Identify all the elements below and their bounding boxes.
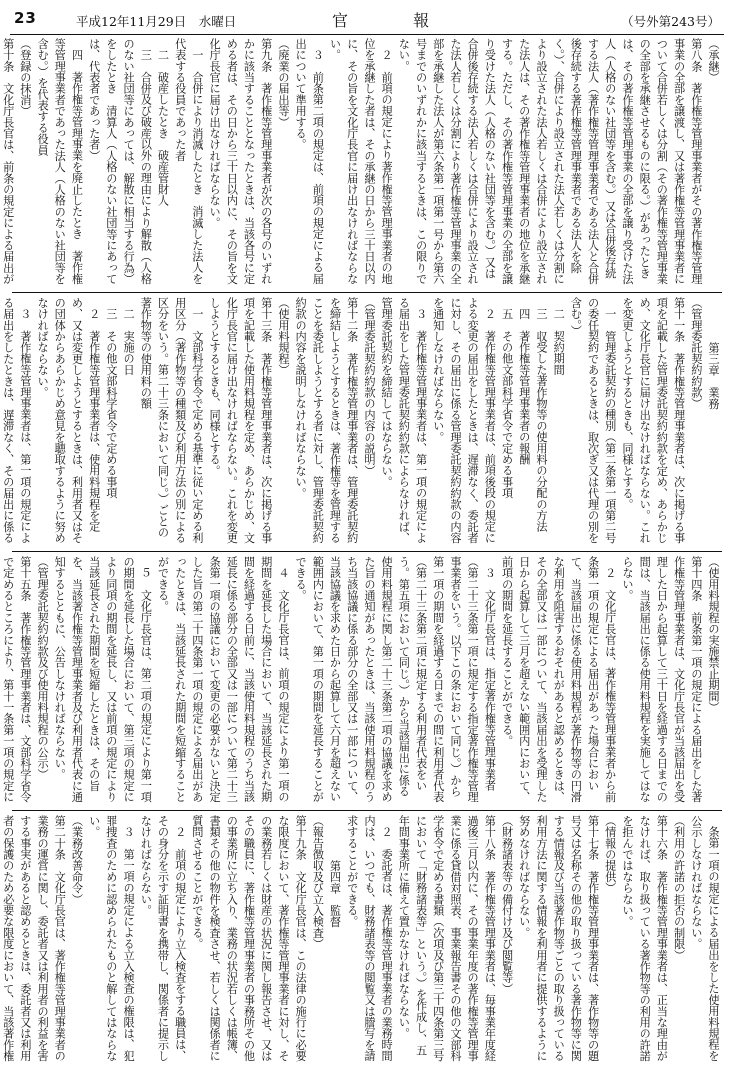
article-paragraph: 第十四条 前条第一項の規定による届出をした著作権等管理事業者は、文化庁長官が当該届出を受理した日から起算して三十日を経過する日までの間は、当該届出に係る使用料規程を実施してはならない。 [620, 556, 703, 803]
tier-2-text [1, 297, 722, 547]
list-item: 五 その他文部科学省令で定める事項 [500, 308, 514, 499]
article-caption: （廃業の届出等） [276, 38, 290, 128]
article-paragraph: 第十三条 著作権等管理事業者は、次に掲げる事項を記載した使用料規程を定め、あらかじめ、文化庁長官に届け出なければならない。これを変更しようとするときも、同様とする。 [208, 297, 273, 544]
article-caption: （財務諸表等の備付け及び閲覧等） [500, 815, 514, 995]
list-item: 一 管理委託契約の種別（第二条第一項第二号の委任契約であるときは、取次ぎ又は代理の別を含む。） [569, 297, 617, 544]
sub-paragraph: ２ 著作権等管理事業者は、前項後段の規定による変更の届出をしたときは、遅滞なく、委託者に対し、その届出に係る管理委託契約約款の内容を通知しなければならない。 [431, 297, 497, 544]
tier-divider [12, 810, 722, 811]
article-caption: （業務改善命令） [70, 815, 84, 905]
tier-divider [12, 292, 722, 293]
sub-paragraph: ４ 文化庁長官は、前項の規定により第一項の期間を延長した場合において、当該延長された期間を経過する日前に、当該使用料規程のうち当該延長に係る部分の全部又は一部について第二十三条第一項の協議において変更の必要がないと決定した旨の第二十四条第一項の規定による届出があったときは、当該延長された期間を短縮することができる。 [156, 556, 290, 803]
article-caption: （承継） [707, 38, 720, 83]
sub-paragraph: ２ 著作権等管理事業者は、使用料規程を定め、又は変更しようとするときは、利用者又はその団体からあらかじめ意見を聴取するように努めなければならない。 [36, 297, 101, 544]
article-paragraph: 第二十条 文化庁長官は、著作権等管理事業者の業務の運営に関し、委託者又は利用者の利益を害する事実があると認めるときは、委託者又は利用者の保護のため必要な限度において、当該著作権 [1, 815, 67, 1062]
page-header [14, 0, 720, 36]
sub-paragraph: ２ 前項の規定により著作権等管理事業者の地位を承継した者は、その承継の日から三十日以内に、その旨を文化庁長官に届け出なければならない。 [328, 38, 394, 285]
sub-paragraph: ５ 文化庁長官は、第二項の規定により第一項の期間を延長した場合において、第三項の規定により同項の期間を延長し、又は前項の規定により当該延長された期間を短縮したときは、その旨を、当該著作権等管理事業者及び利用者代表に通知するとともに、公告しなければならない。 [53, 556, 153, 803]
publication-date: 平成12年11月29日 水曜日 [76, 14, 237, 29]
article-caption: （利用の許諾の拒否の制限） [672, 815, 686, 961]
chapter-heading: 第四章 監督 [328, 859, 342, 927]
article-caption: （情報の提供） [603, 815, 617, 894]
article-paragraph: 第九条 著作権等管理事業者が次の各号のいずれかに該当することとなったときは、当該各号に定める者は、その日から三十日以内に、その旨を文化庁長官に届け出なければならない。 [208, 38, 273, 285]
issue-number: （号外第243号） [621, 14, 720, 29]
header-divider [10, 34, 724, 35]
article-paragraph: 第十八条 著作権等管理事業者は、毎事業年度経過後三月以内に、その事業年度の著作権等管理事業に係る貸借対照表、事業報告書その他の文部科学省令で定める書類（次項及び第三十四条第三号において「財務諸表等」という。）を作成し、五年間事業所に備えて置かなければならない。 [397, 815, 497, 1062]
article-caption: （登録の抹消） [18, 38, 32, 117]
text-tier-3 [1, 556, 722, 808]
sub-paragraph: ３ 前条第二項の規定は、前項の規定による届出について準用する。 [294, 38, 325, 285]
list-item: 一 文部科学省令で定める基準に従い定める利用区分（著作物等の種類及び利用方法の別による区分をいう。第二十三条において同じ。）ごとの著作物等の使用料の額 [139, 297, 204, 544]
sub-paragraph: ３ 著作権等管理事業者は、第一項の規定による届出をしたときは、遅滞なく、その届出に係る [1, 297, 32, 544]
sub-paragraph: ３ 第一項の規定による立入検査の権限は、犯罪捜査のために認められたものと解してはならない。 [87, 815, 136, 1062]
tier-1-text [1, 38, 722, 288]
article-caption: （管理委託契約約款） [689, 297, 703, 409]
article-paragraph: 第十五条 著作権等管理事業者は、文部科学省令で定めるところにより、第十一条第一項の規定に [1, 556, 32, 803]
sub-paragraph: ２ 文化庁長官は、著作権等管理事業者から前条第一項の規定による届出があった場合において、当該届出に係る使用料規程が著作物等の円滑な利用を阻害するおそれがあると認めるときは、その全部又は一部について、当該届出を受理した日から起算して三月を超えない範囲内において、前項の期間を延長することができる。 [500, 556, 617, 803]
sub-paragraph: ２ 前項の規定により立入検査をする職員は、その身分を示す証明書を携帯し、関係者に提示しなければならない。 [139, 815, 187, 1062]
list-item: 二 実施の日 [122, 308, 136, 376]
sub-paragraph: ３ 文化庁長官は、指定著作権等管理事業者（第二十三条第一項に規定する指定著作権等管理事業者をいう。以下この条において同じ。）から第一項の期間を経過する日までの間に利用者代表（第二十三条第二項に規定する利用者代表をいう。第五項において同じ。）から当該届出に係る使用料規程に関し第二十三条第二項の協議を求めた旨の通知があったときは、当該使用料規程のうち当該協議に係る部分の全部又は一部について、当該協議を求めた日から起算して六月を超えない範囲内において、第一項の期間を延長することができる。 [294, 556, 497, 803]
sub-paragraph: ２ 委託者は、著作権等管理事業者の業務時間内は、いつでも、財務諸表等の閲覧又は謄写を請求することができる。 [345, 815, 394, 1062]
list-item: 四 著作権等管理事業者の報酬 [517, 308, 531, 465]
article-caption: （報告徴収及び立入検査） [311, 815, 325, 950]
chapter-heading: 第三章 業務 [707, 341, 720, 409]
article-paragraph: 第十六条 著作権等管理事業者は、正当な理由がなければ、取り扱っている著作物等の利用の許諾を拒んではならない。 [620, 815, 669, 1062]
page-number: 23 [14, 9, 37, 27]
article-caption: （使用料規程の実施禁止期間） [707, 556, 720, 713]
article-paragraph: 第十二条 著作権等管理事業者は、管理委託契約を締結しようとするときは、著作権等を管理することを委託しようとする者に対し、管理委託契約約款の内容を説明しなければならない。 [294, 297, 359, 544]
paragraph: 条第一項の規定による届出をした使用料規程を公示しなければならない。 [689, 815, 720, 1062]
list-item: 一 合併により消滅したとき 消滅した法人を代表する役員であった者 [173, 38, 204, 285]
list-item: 二 破産したとき 破産管財人 [156, 49, 170, 206]
article-paragraph: 第十条 文化庁長官は、前条の規定による届出が [1, 38, 15, 285]
list-item: 三 その他文部科学省令で定める事項 [104, 308, 118, 499]
list-item: 三 収受した著作物等の使用料の分配の方法 [534, 308, 548, 533]
article-paragraph: 第八条 著作権等管理事業者がその著作権等管理事業の全部を譲渡し、又は著作権等管理事業者について合併若しくは分割（その著作権等管理事業の全部を承継させるものに限る。）があったときは、その著作権等管理事業の全部を譲り受けた法人（人格のない社団等を含む。）又は合併後存続する法人（著作権等管理事業者である法人と合併後存続する著作権等管理事業者である法人を除く。）、合併により設立された法人若しくは分割により設立された法人若しくは合併により設立された法人は、その著作権等管理事業者の地位を承継する。ただし、その著作権等管理事業の全部を譲り受けた法人（人格のない社団等を含む。）又は合併後存続する法人若しくは合併により設立された法人若しくは分割により著作権等管理事業の全部を承継した法人が第六条第一項第一号から第六号までのいずれかに該当するときは、この限りでない。 [397, 38, 703, 285]
article-paragraph: 第十七条 著作権等管理事業者は、著作物等の題号又は名称その他の取り扱っている著作物等に関する情報及び当該著作物等ごとの取り扱っている利用方法に関する情報を利用者に提供するように努めなければならない。 [517, 815, 600, 1062]
article-caption: （使用料規程） [276, 297, 290, 376]
tier-3-text [1, 556, 722, 806]
sub-paragraph: ３ 著作権等管理事業者は、第一項の規定による届出をした管理委託契約約款によらなければ、管理委託契約を締結してはならない。 [380, 297, 428, 544]
gazette-title: 官 報 [332, 11, 460, 30]
tier-4-text [1, 815, 722, 1065]
text-tier-2 [1, 297, 722, 549]
list-item: 三 合併及び破産以外の理由により解散（人格のない社団等にあっては、解散に相当する行為）をしたとき 清算人（人格のない社団等にあっては、代表者であった者） [87, 38, 153, 285]
article-caption: （管理委託契約約款及び使用料規程の公示） [36, 556, 50, 780]
list-item: 四 著作権等管理事業を廃止したとき 著作権等管理事業者であった法人（人格のない社団等を含む。）を代表する役員 [36, 38, 84, 285]
article-paragraph: 第十一条 著作権等管理事業者は、次に掲げる事項を記載した管理委託契約約款を定め、あらかじめ、文化庁長官に届け出なければならない。これを変更しようとするときも、同様とする。 [620, 297, 686, 544]
article-paragraph: 第十九条 文化庁長官は、この法律の施行に必要な限度において、著作権等管理事業者に対し、その業務若しくは財産の状況に関し報告させ、又はその職員に、著作権等管理事業者の事務所その他の事業所に立ち入り、業務の状況若しくは帳簿、書類その他の物件を検査させ、若しくは関係者に質問させることができる。 [190, 815, 308, 1062]
text-tier-1 [1, 38, 722, 290]
list-item: 二 契約期間 [552, 308, 566, 376]
text-tier-4 [1, 815, 722, 1067]
tier-divider [12, 551, 722, 552]
article-caption: （管理委託契約約款の内容の説明） [362, 297, 376, 477]
